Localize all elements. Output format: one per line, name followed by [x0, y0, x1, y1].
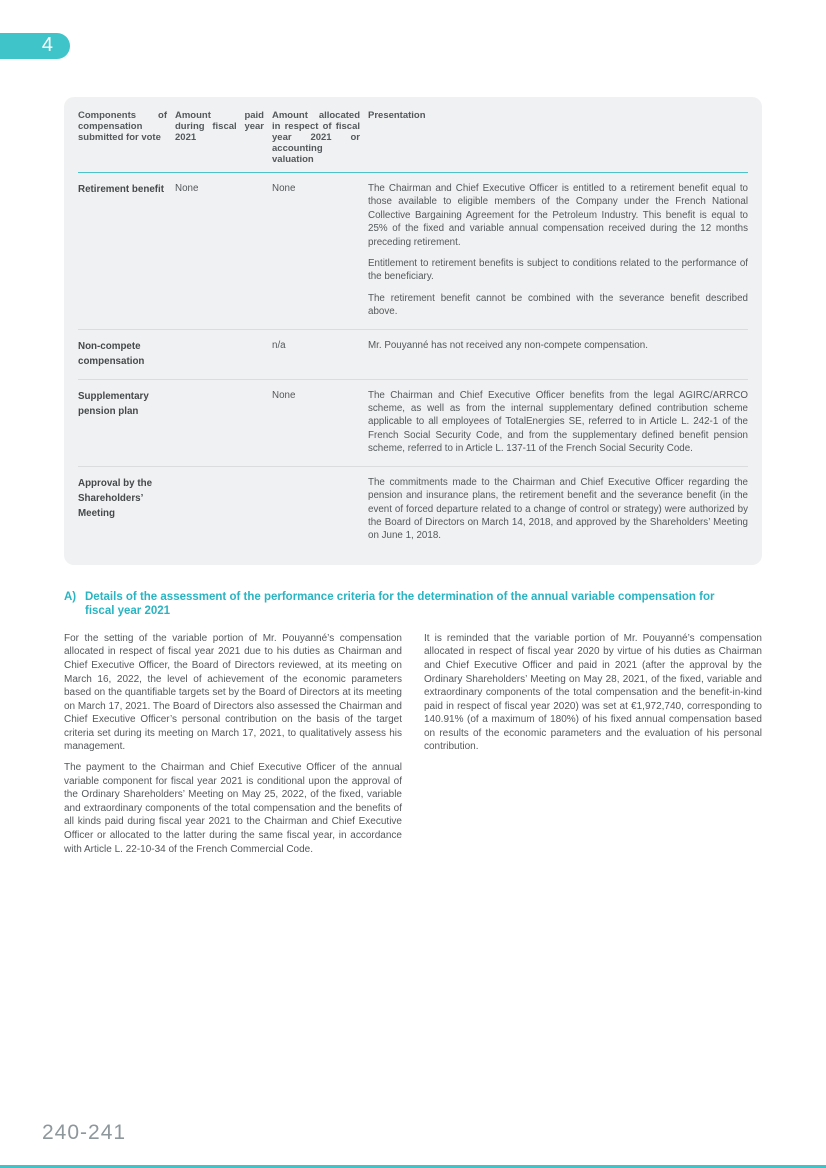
- presentation-cell: [368, 389, 748, 456]
- table-row-supplementary-pension-plan: [78, 379, 748, 466]
- page-number: 240-241: [42, 1121, 127, 1144]
- amount-paid-cell: [175, 339, 272, 369]
- section-marker: A): [64, 590, 77, 603]
- presentation-paragraph: Entitlement to retirement benefits is subject to conditions related to the performance of the beneficiary.: [368, 258, 748, 283]
- presentation-paragraph: The retirement benefit cannot be combined with the severance benefit described above.: [368, 292, 748, 318]
- compensation-table: [64, 97, 762, 565]
- left-text-column: [64, 632, 402, 864]
- presentation-paragraph: The Chairman and Chief Executive Officer benefits from the legal AGIRC/ARRCO scheme, as well as from the internal supplementary defined contribution scheme applicable to all employees of TotalEnergies SE, referred to in Article L. 242-1 of the French Social Security Code, and from the supplementary defined benefit pension scheme, referred to in Article L. 137-11 of the French Social Security Code.: [368, 389, 748, 455]
- presentation-cell: [368, 182, 748, 319]
- section-title: Details of the assessment of the performance criteria for the determination of the annual variable compensation for fiscal year 2021: [85, 590, 715, 618]
- body-paragraph: The payment to the Chairman and Chief Executive Officer of the annual variable component for fiscal year 2021 is conditional upon the approval of the Ordinary Shareholders’ Meeting on May 25, 2022, of the fixed, variable and extraordinary components of the total compensation and the benefits of all kinds paid during fiscal year 2021 to the Chairman and Chief Executive Officer or allocated to the latter during the same fiscal year, in accordance with Article L. 22-10-34 of the French Commercial Code.: [64, 762, 402, 855]
- row-label: Approval by the Shareholders’ Meeting: [78, 477, 153, 519]
- amount-allocated-cell: [272, 476, 368, 543]
- table-row-non-compete-compensation: [78, 329, 748, 379]
- table-header-row: [78, 110, 748, 173]
- table-header-amount-allocated: Amount allocated in respect of fiscal year 2021 or accounting valuation: [272, 110, 360, 165]
- presentation-cell: [368, 339, 748, 369]
- right-text-column: [424, 632, 762, 864]
- table-row-retirement-benefit: [78, 173, 748, 329]
- amount-paid-cell: [175, 476, 272, 543]
- presentation-paragraph: Mr. Pouyanné has not received any non-compete compensation.: [368, 339, 648, 351]
- table-header-components: Components of compensation submitted for vote: [78, 110, 167, 143]
- table-header-amount-paid: Amount paid during fiscal year 2021: [175, 110, 264, 143]
- body-paragraph: For the setting of the variable portion of Mr. Pouyanné’s compensation allocated in respect of fiscal year 2021 due to his duties as Chairman and Chief Executive Officer, the Board of Directors reviewed, at its meeting on March 16, 2022, the level of achievement of the economic parameters based on the quantifiable targets set by the Board of Directors at its meeting on March 17, 2021. The Board of Directors also assessed the Chairman and Chief Executive Officer’s personal contribution on the basis of the target criteria set during its meeting on March 17, 2021, to qualitatively assess his management.: [64, 632, 402, 753]
- body-text-columns: [64, 632, 762, 864]
- table-row-approval-shareholders-meeting: [78, 466, 748, 553]
- chapter-number-badge: 4: [0, 33, 70, 59]
- row-label: Non-compete compensation: [78, 340, 145, 367]
- amount-paid-cell: [175, 389, 272, 456]
- amount-allocated-cell: n/a: [272, 339, 286, 351]
- row-label: Retirement benefit: [78, 184, 165, 195]
- body-paragraph: It is reminded that the variable portion of Mr. Pouyanné’s compensation allocated in respect of fiscal year 2020 by virtue of his duties as Chairman and Chief Executive Officer and paid in 2021 (after the approval by the Ordinary Shareholders’ Meeting on May 28, 2021, of the fixed, variable and extraordinary components of the total compensation and the benefit-in-kind paid in respect of fiscal year 2020) was set at €1,972,740, corresponding to 140.91% (of a maximum of 180%) of his fixed annual compensation based on results of the economic parameters and the evaluation of his personal contribution.: [424, 632, 762, 753]
- section-heading: [64, 590, 762, 619]
- presentation-paragraph: The Chairman and Chief Executive Officer is entitled to a retirement benefit equal to those available to eligible members of the Company under the French National Collective Bargaining Agreement for the Petroleum Industry. This benefit is equal to 25% of the fixed and variable annual compensation received during the 12 months preceding retirement.: [368, 183, 748, 248]
- amount-paid-cell: None: [175, 183, 199, 194]
- presentation-paragraph: The commitments made to the Chairman and Chief Executive Officer regarding the pension and insurance plans, the retirement benefit and the severance benefit (in the event of forced departure related to a change of control or strategy) were authorized by the Board of Directors on March 14, 2018, and approved by the Shareholders’ Meeting on June 1, 2018.: [368, 476, 748, 542]
- row-label: Supplementary pension plan: [78, 390, 149, 417]
- table-header-presentation: Presentation: [368, 110, 426, 121]
- presentation-cell: [368, 476, 748, 543]
- amount-allocated-cell: None: [272, 183, 296, 194]
- amount-allocated-cell: None: [272, 389, 296, 401]
